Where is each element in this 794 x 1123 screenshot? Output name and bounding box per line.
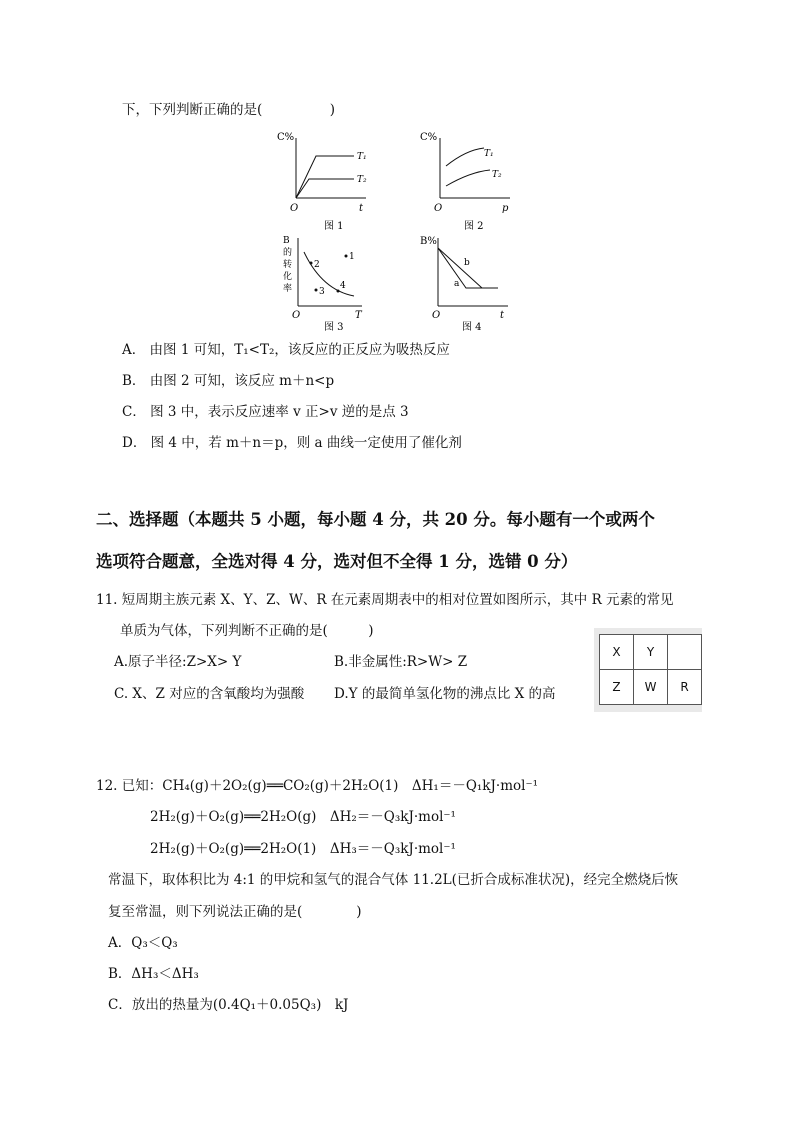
fig2-t1-label: T₁ (484, 149, 494, 159)
cell-x: X (600, 635, 634, 670)
cell-empty (668, 635, 702, 670)
fig4-curve-b (438, 248, 482, 288)
q10-stem-tail: 下，下列判断正确的是( ) (122, 102, 336, 118)
q11-stem-line-1: 11. 短周期主族元素 X、Y、Z、W、R 在元素周期表中的相对位置如图所示，其中 R 元素的常见 (96, 592, 674, 608)
q10-option-d: D． 图 4 中，若 m＋n＝p，则 a 曲线一定使用了催化剂 (122, 435, 462, 451)
svg-text:B: B (283, 236, 290, 246)
fig4-curve-a (438, 248, 498, 288)
fig3-caption: 图 3 (324, 322, 344, 333)
q10-option-b: B． 由图 2 可知，该反应 m＋n<p (122, 373, 335, 389)
q11-stem-line-2: 单质为气体，下列判断不正确的是( ) (120, 623, 374, 639)
fig1-origin: O (290, 203, 299, 214)
figure-4 (418, 232, 524, 336)
figure-3 (278, 232, 384, 336)
fig1-curve-t2 (296, 179, 354, 198)
fig3-point-3 (315, 289, 318, 292)
q11-option-d: D.Y 的最简单氢化物的沸点比 X 的高 (334, 686, 556, 702)
svg-text:4: 4 (340, 281, 346, 291)
cell-y: Y (634, 635, 668, 670)
fig3-x-label: T (355, 310, 362, 321)
fig2-x-label: p (502, 203, 509, 214)
cell-w: W (634, 670, 668, 705)
q12-stem-line-2: 复至常温，则下列说法正确的是( ) (108, 904, 362, 920)
periodic-table-fragment (594, 628, 702, 712)
fig2-origin: O (434, 203, 443, 214)
fig1-curve-t1 (296, 156, 354, 198)
fig3-y-label: B的转化率 (278, 232, 283, 233)
fig1-t1-label: T₁ (357, 152, 367, 162)
q11-option-a: A.原子半径:Z>X> Y (114, 654, 242, 670)
fig4-a-label: a (454, 279, 460, 289)
section-2-heading-line-1: 二、选择题（本题共 5 小题，每小题 4 分，共 20 分。每小题有一个或两个 (96, 510, 655, 529)
figure-1 (274, 126, 380, 232)
figure-2 (418, 126, 524, 232)
svg-text:化: 化 (283, 272, 293, 282)
svg-text:3: 3 (319, 287, 325, 297)
fig2-caption: 图 2 (464, 221, 484, 232)
svg-text:2: 2 (314, 260, 320, 270)
q10-option-a: A． 由图 1 可知，T₁<T₂，该反应的正反应为吸热反应 (122, 342, 450, 358)
fig4-origin: O (432, 310, 441, 321)
fig1-t2-label: T₂ (357, 175, 367, 185)
q12-equation-2: 2H₂(g)＋O₂(g)══2H₂O(g) ΔH₂＝－Q₃kJ·mol⁻¹ (150, 809, 456, 825)
q12-stem-line-1: 常温下，取体积比为 4:1 的甲烷和氢气的混合气体 11.2L(已折合成标准状况)，经完全燃烧后恢 (108, 872, 679, 888)
fig3-point-2 (310, 262, 313, 265)
fig4-x-label: t (500, 310, 505, 321)
q11-option-b: B.非金属性:R>W> Z (334, 654, 468, 670)
fig2-curve-t1 (446, 148, 484, 166)
q12-option-b: B．ΔH₃＜ΔH₃ (108, 966, 199, 982)
cell-z: Z (600, 670, 634, 705)
fig3-origin: O (292, 310, 301, 321)
section-2-heading-line-2: 选项符合题意，全选对得 4 分，选对但不全得 1 分，选错 0 分） (96, 552, 578, 571)
q12-option-c: C．放出的热量为(0.4Q₁＋0.05Q₃) kJ (108, 997, 349, 1013)
q12-option-a: A．Q₃＜Q₃ (108, 935, 178, 951)
q12-equation-1: 12. 已知：CH₄(g)＋2O₂(g)══CO₂(g)＋2H₂O(1) ΔH₁＝－Q₁kJ·mol⁻¹ (96, 778, 538, 794)
q12-equation-3: 2H₂(g)＋O₂(g)══2H₂O(1) ΔH₃＝－Q₃kJ·mol⁻¹ (150, 841, 456, 857)
fig2-y-label: C% (420, 132, 438, 143)
fig2-curve-t2 (446, 170, 490, 186)
fig3-curve (304, 252, 354, 296)
q11-option-c: C. X、Z 对应的含氧酸均为强酸 (114, 686, 305, 702)
svg-text:1: 1 (349, 252, 355, 262)
fig4-y-label: B% (420, 236, 437, 247)
fig1-x-label: t (359, 203, 364, 214)
fig1-y-label: C% (277, 132, 295, 143)
q10-option-c: C． 图 3 中，表示反应速率 v 正>v 逆的是点 3 (122, 404, 409, 420)
fig3-point-1 (345, 255, 348, 258)
fig4-b-label: b (464, 258, 470, 268)
svg-text:的: 的 (283, 248, 293, 258)
fig2-t2-label: T₂ (492, 170, 502, 180)
cell-r: R (668, 670, 702, 705)
fig1-caption: 图 1 (324, 221, 344, 232)
svg-text:转: 转 (283, 260, 293, 270)
fig4-caption: 图 4 (462, 322, 482, 333)
svg-text:率: 率 (283, 284, 293, 294)
